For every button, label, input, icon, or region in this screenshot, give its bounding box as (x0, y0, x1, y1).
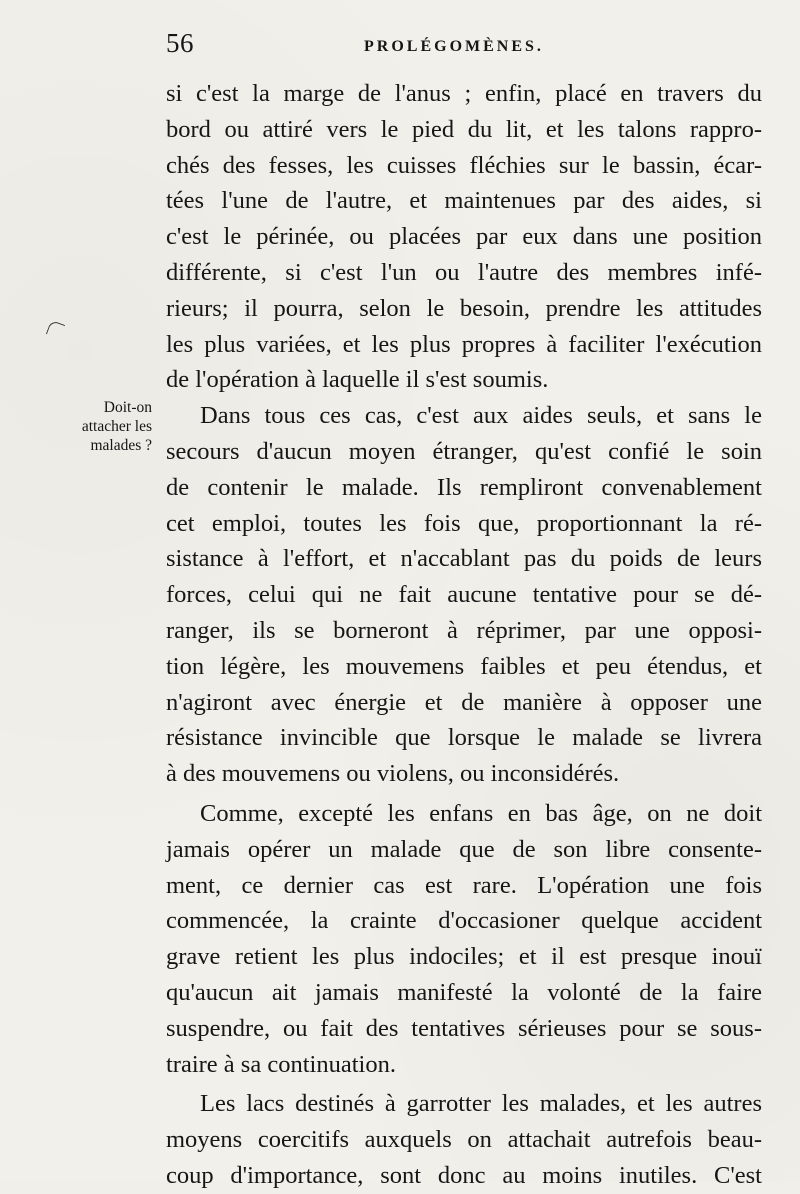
text-line: chés des fesses, les cuisses fléchies sur le bassin, écar- (166, 151, 762, 179)
text-line: résistance invincible que lorsque le malade se livrera (166, 724, 762, 752)
text-line: traire à sa continuation. (166, 1050, 396, 1078)
text-line: tées l'une de l'autre, et maintenues par des aides, si (166, 187, 762, 215)
running-head (166, 28, 758, 68)
text-line: tion légère, les mouvemens faibles et peu étendus, et (166, 652, 762, 680)
text-line: jamais opérer un malade que de son libre consente- (166, 835, 762, 863)
text-line: sistance à l'effort, et n'accablant pas du poids de leurs (166, 545, 762, 573)
page-number: 56 (166, 28, 194, 58)
text-line: c'est le périnée, ou placées par eux dans une position (166, 223, 762, 251)
text-line: à des mouvemens ou violens, ou inconsidérés. (166, 760, 620, 788)
running-title: PROLÉGOMÈNES. (364, 38, 544, 55)
text-line: ranger, ils se borneront à réprimer, par une opposi- (166, 616, 762, 644)
text-line: rieurs; il pourra, selon le besoin, prendre les attitudes (166, 294, 762, 322)
margin-note-line: Doit-on (103, 399, 152, 416)
text-line: cet emploi, toutes les fois que, proportionnant la ré- (166, 509, 762, 537)
text-line: ment, ce dernier cas est rare. L'opération une fois (166, 871, 762, 899)
paragraph-start-line: Dans tous ces cas, c'est aux aides seuls, et sans le (200, 402, 762, 430)
text-line: de contenir le malade. Ils rempliront convenablement (166, 473, 762, 501)
pencil-mark-icon (46, 320, 65, 339)
text-line: coup d'importance, sont donc au moins inutiles. C'est (166, 1161, 762, 1189)
paragraph-start-line: Comme, excepté les enfans en bas âge, on ne doit (200, 799, 762, 827)
text-line: n'agiront avec énergie et de manière à opposer une (166, 688, 762, 716)
text-line: grave retient les plus indociles; et il est presque inouï (166, 943, 762, 971)
text-line: les plus variées, et les plus propres à faciliter l'exécution (166, 330, 762, 358)
paragraph-start-line: Les lacs destinés à garrotter les malades, et les autres (200, 1090, 762, 1118)
text-line: forces, celui qui ne fait aucune tentative pour se dé- (166, 581, 762, 609)
text-line: qu'aucun ait jamais manifesté la volonté de la faire (166, 978, 762, 1006)
margin-note-line: attacher les (81, 418, 152, 435)
body-text (166, 76, 762, 1194)
text-line: commencée, la crainte d'occasioner quelque accident (166, 907, 762, 935)
margin-note-line: malades ? (90, 437, 152, 454)
text-line: si c'est la marge de l'anus ; enfin, placé en travers du (166, 80, 762, 107)
text-line: de l'opération à laquelle il s'est soumis. (166, 366, 549, 394)
text-line: moyens coercitifs auxquels on attachait autrefois beau- (166, 1126, 762, 1154)
text-line: différente, si c'est l'un ou l'autre des membres infé- (166, 258, 762, 286)
text-line: bord ou attiré vers le pied du lit, et les talons rappro- (166, 115, 762, 143)
text-line: secours d'aucun moyen étranger, qu'est confié le soin (166, 437, 762, 465)
margin-note (44, 398, 152, 455)
text-line: suspendre, ou fait des tentatives sérieuses pour se sous- (166, 1014, 762, 1042)
